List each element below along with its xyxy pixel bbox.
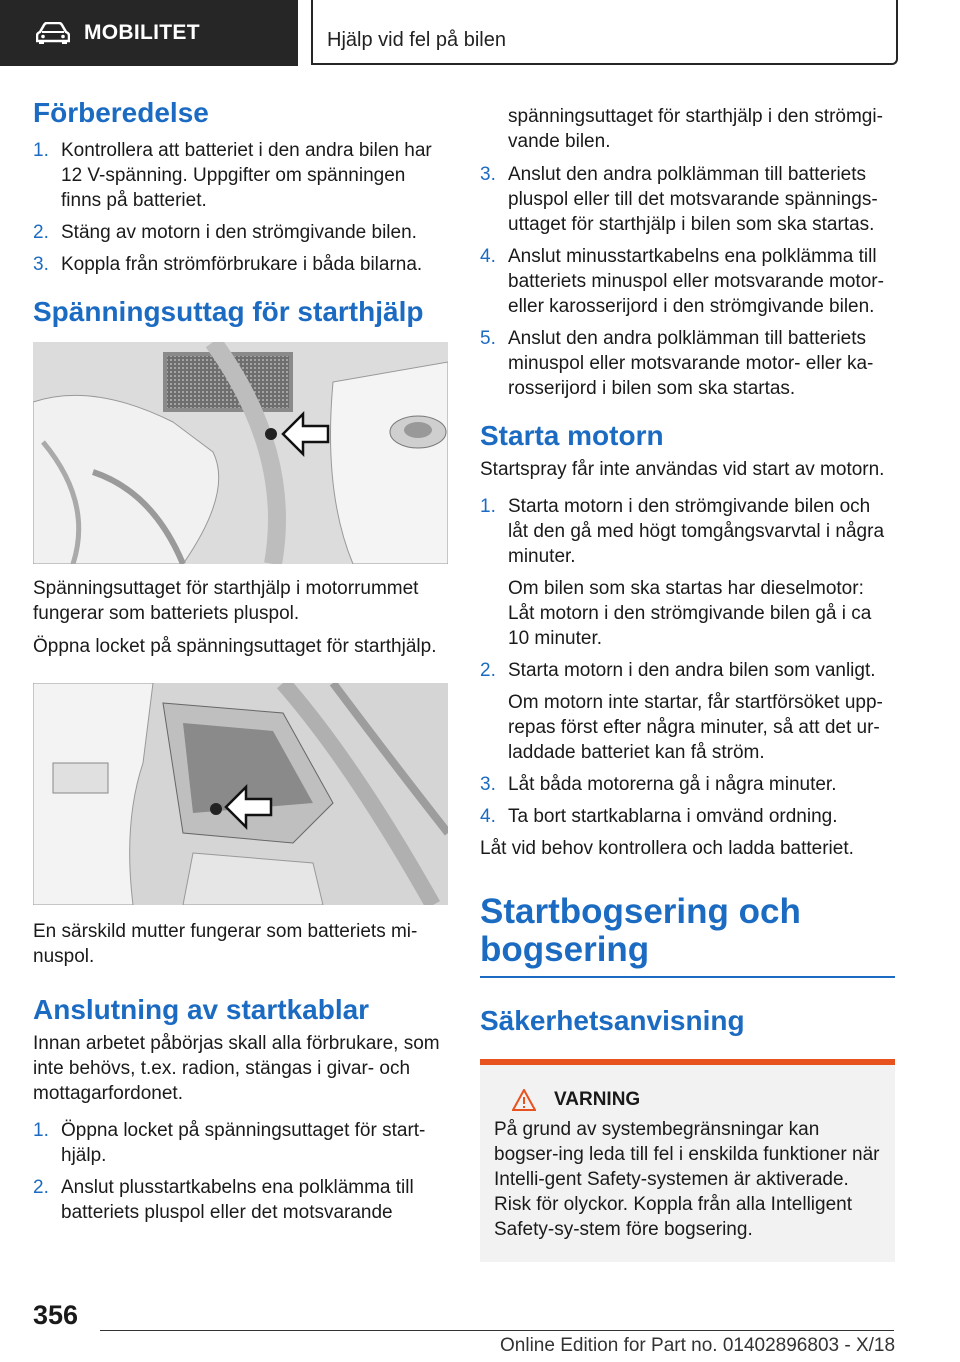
connect-steps (33, 1118, 448, 1225)
car-icon (36, 22, 70, 44)
page-header (0, 0, 960, 66)
right-column (480, 104, 895, 1262)
start-steps (480, 494, 895, 829)
list-item: 3. Låt båda motorerna gå i några minuter. (480, 773, 837, 795)
list-item: 5. Anslut den andra polklämman till batteriets minuspol eller motsvarande motor- eller ka-rosserijord i bilen som ska startas. (480, 328, 874, 399)
list-item: 1. Öppna locket på spänningsuttaget för start-hjälp. (33, 1119, 426, 1166)
section-label: MOBILITET (84, 21, 200, 44)
warning-title: VARNING (554, 1089, 641, 1111)
engine-bay-photo-2 (33, 683, 448, 905)
warning-box (480, 1059, 895, 1262)
towing-heading: Startbogsering och bogsering (480, 893, 838, 978)
caption-socket: Spänningsuttaget för starthjälp i motorrummet fungerar som batteriets pluspol. (33, 578, 419, 625)
connect-heading: Anslutning av startkablar (33, 994, 370, 1026)
connect-continued: spänningsuttaget för starthjälp i den strömgi-vande bilen. (508, 106, 883, 152)
socket-heading: Spänningsuttag för starthjälp (33, 295, 424, 327)
start-heading: Starta motorn (480, 420, 664, 451)
list-item: 3. Anslut den andra polklämman till batteriets pluspol eller till det motsvarande spännings-uttaget för starthjälp i bilen som ska startas. (480, 164, 878, 235)
list-item: 3. Koppla från strömförbrukare i båda bilarna. (33, 253, 423, 275)
list-item: 4. Anslut minusstartkabelns ena polklämma till batteriets minuspol eller motsvarande motor- eller karosserijord i den strömgivande bilen. (480, 246, 884, 317)
page-number: 356 (33, 1300, 79, 1330)
warning-triangle-icon (512, 1089, 536, 1111)
safety-heading: Säkerhetsanvisning (480, 1004, 745, 1036)
footer-divider (100, 1330, 894, 1331)
preparation-heading: Förberedelse (33, 97, 209, 128)
edition-text: Online Edition for Part no. 01402896803 - X/18 (500, 1335, 896, 1356)
chapter-label: Hjälp vid fel på bilen (327, 29, 506, 51)
diesel-note: Om bilen som ska startas har dieselmotor: Låt motorn i den strömgivande bilen gå i ca 10 minuter. (508, 577, 872, 649)
connect-steps-continued (480, 162, 895, 401)
list-item: 1. Kontrollera att batteriet i den andra bilen har 12 V-spänning. Uppgifter om spänningen finns på batteriet. (33, 139, 432, 211)
left-column (33, 96, 448, 1232)
list-item: 1. Starta motorn i den strömgivande bilen och låt den gå med högt tomgångsvarvtal i några minuter. Om bilen som ska startas har dieselmotor: Låt motorn i den strömgivande bilen gå i ca 10 minuter. (480, 494, 895, 651)
start-intro: Startspray får inte användas vid start av motorn. (480, 458, 885, 480)
connect-intro: Innan arbetet påbörjas skall alla förbrukare, som inte behövs, t.ex. radion, stängas i givar- och mottagarfordonet. (33, 1032, 440, 1104)
list-item: 2. Stäng av motorn i den strömgivande bilen. (33, 221, 417, 243)
caption-open-cover: Öppna locket på spänningsuttaget för starthjälp. (33, 636, 437, 658)
list-item: 2. Starta motorn i den andra bilen som vanligt. Om motorn inte startar, får startförsöket upp-repas först efter några minuter, så att det ur-laddade batteriet kan få ström. (480, 658, 895, 765)
section-tab[interactable] (0, 0, 298, 66)
list-item: 2. Anslut plusstartkabelns ena polklämma till batteriets pluspol eller det motsvarande (33, 1176, 414, 1223)
engine-bay-photo-1 (33, 342, 448, 564)
warning-text: På grund av systembegränsningar kan bogser-ing leda till fel i enskilda funktioner när Intelli-gent Safety-systemen är aktiverade. Risk för olyckor. Koppla från alla Intelligent Safety-sy-stem före bogsering. (494, 1119, 880, 1241)
preparation-steps (33, 138, 448, 277)
start-outro: Låt vid behov kontrollera och ladda batteriet. (480, 837, 854, 859)
list-item: 4. Ta bort startkablarna i omvänd ordning. (480, 805, 838, 827)
warning-title-row (494, 1089, 881, 1111)
retry-note: Om motorn inte startar, får startförsöket upp-repas först efter några minuter, så att det ur-laddade batteriet kan få ström. (508, 691, 883, 763)
chapter-tab[interactable] (311, 0, 898, 65)
caption-minus-nut: En särskild mutter fungerar som batteriets mi-nuspol. (33, 921, 418, 968)
